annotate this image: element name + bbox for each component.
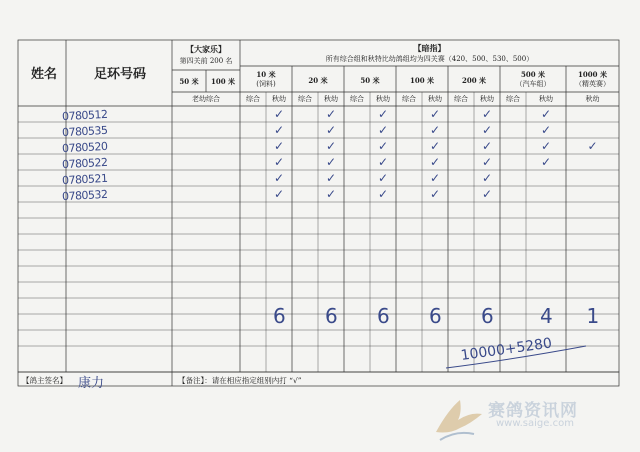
name-column-header: 姓名 — [30, 67, 57, 82]
checkmark-icon: ✓ — [378, 187, 389, 201]
handwritten-total: 10000+5280 — [459, 335, 554, 364]
checkmark-icon: ✓ — [326, 187, 337, 201]
group-header-6: 1000 米 — [578, 70, 607, 79]
watermark-site-name: 赛鸽资讯网 — [488, 401, 578, 421]
dajiale-col-100: 100 米 — [210, 77, 236, 86]
sub-col-header-7: 秋幼 — [428, 95, 442, 103]
checkmark-icon: ✓ — [482, 187, 493, 201]
checkmark-icon: ✓ — [541, 123, 552, 137]
checkmark-icon: ✓ — [482, 123, 493, 137]
group-header-5: 500 米 — [520, 70, 546, 79]
sub-col-header-4: 综合 — [350, 95, 364, 103]
group-subheader-6: （精英赛） — [575, 80, 610, 88]
checkmark-icon: ✓ — [482, 171, 493, 185]
checkmark-icon: ✓ — [378, 123, 389, 137]
checkmark-icon: ✓ — [378, 139, 389, 153]
ring-number: 0780532 — [61, 187, 108, 204]
checkmark-icon: ✓ — [274, 171, 285, 185]
dajiale-col-50: 50 米 — [179, 77, 199, 86]
sub-col-header-9: 秋幼 — [480, 95, 494, 103]
dajiale-sub-label: 老幼综合 — [192, 95, 220, 103]
sub-col-header-8: 综合 — [454, 95, 468, 103]
column-count: 6 — [377, 304, 390, 328]
checkmark-icon: ✓ — [587, 139, 598, 153]
ring-number: 0780520 — [61, 139, 108, 156]
checkmark-icon: ✓ — [430, 187, 441, 201]
sub-col-header-5: 秋幼 — [376, 95, 390, 103]
checkmark-icon: ✓ — [482, 139, 493, 153]
sub-col-header-1: 秋幼 — [272, 95, 286, 103]
checkmark-icon: ✓ — [430, 139, 441, 153]
ring-number: 0780522 — [61, 155, 108, 172]
checkmark-icon: ✓ — [274, 123, 285, 137]
checkmark-icon: ✓ — [541, 139, 552, 153]
column-count: 1 — [586, 304, 600, 328]
group-subheader-0: (饲料) — [256, 80, 276, 88]
sub-col-header-10: 综合 — [506, 95, 520, 103]
anzhi-title: 【暗指】 — [413, 43, 446, 53]
dajiale-subtitle: 第四关前 200 名 — [179, 57, 233, 65]
column-count: 6 — [273, 304, 286, 328]
group-header-2: 50 米 — [360, 76, 380, 85]
group-header-1: 20 米 — [308, 76, 328, 85]
column-count: 4 — [540, 304, 553, 328]
checkmark-icon: ✓ — [326, 123, 337, 137]
column-count: 6 — [481, 304, 494, 328]
checkmark-icon: ✓ — [430, 171, 441, 185]
checkmark-icon: ✓ — [378, 171, 389, 185]
sub-col-header-3: 秋幼 — [324, 95, 338, 103]
sub-col-header-12: 秋幼 — [585, 95, 600, 103]
checkmark-icon: ✓ — [541, 155, 552, 169]
sub-col-header-0: 综合 — [246, 95, 260, 103]
column-count: 6 — [429, 304, 442, 328]
checkmark-icon: ✓ — [430, 123, 441, 137]
pigeon-logo-icon — [430, 390, 488, 446]
checkmark-icon: ✓ — [274, 155, 285, 169]
sub-col-header-6: 综合 — [402, 95, 416, 103]
group-header-4: 200 米 — [461, 76, 487, 85]
checkmark-icon: ✓ — [378, 107, 389, 121]
owner-signature-label: 【鸽主签名】 — [22, 376, 67, 385]
checkmark-icon: ✓ — [326, 107, 337, 121]
checkmark-icon: ✓ — [326, 139, 337, 153]
ring-number: 0780535 — [61, 123, 108, 140]
dajiale-title: 【大家乐】 — [186, 44, 226, 54]
checkmark-icon: ✓ — [274, 139, 285, 153]
ring-number-column-header: 足环号码 — [93, 67, 146, 82]
checkmark-icon: ✓ — [274, 107, 285, 121]
site-watermark — [430, 388, 640, 448]
checkmark-icon: ✓ — [378, 155, 389, 169]
sub-col-header-11: 秋幼 — [539, 95, 553, 103]
sub-col-header-2: 综合 — [298, 95, 312, 103]
checkmark-icon: ✓ — [430, 107, 441, 121]
group-header-3: 100 米 — [409, 76, 435, 85]
footer-note: 【备注】：请在相应指定组别内打 “√” — [178, 376, 302, 385]
anzhi-subtitle: 所有综合组和秋特比幼鸽组均为四关赛（420、500、530、500） — [325, 55, 534, 63]
checkmark-icon: ✓ — [274, 187, 285, 201]
checkmark-icon: ✓ — [541, 107, 552, 121]
ring-number: 0780521 — [61, 171, 108, 188]
checkmark-icon: ✓ — [430, 155, 441, 169]
checkmark-icon: ✓ — [482, 155, 493, 169]
ring-number: 0780512 — [61, 107, 108, 124]
column-count: 6 — [325, 304, 338, 328]
checkmark-icon: ✓ — [326, 171, 337, 185]
owner-signature: 康力 — [78, 376, 105, 391]
group-subheader-5: （汽车组） — [515, 80, 551, 88]
group-header-0: 10 米 — [256, 70, 276, 79]
checkmark-icon: ✓ — [482, 107, 493, 121]
checkmark-icon: ✓ — [326, 155, 337, 169]
watermark-url: www.saige.com — [496, 418, 574, 429]
